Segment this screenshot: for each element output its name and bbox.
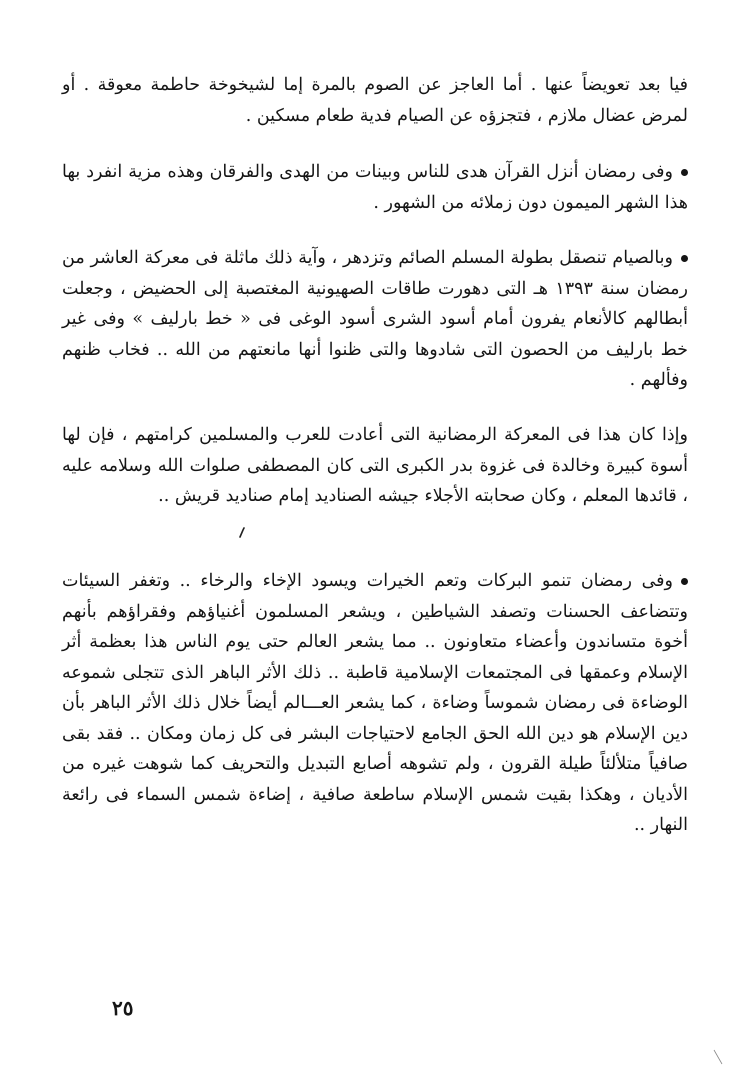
- paragraph-ramadan-blessings: [62, 566, 710, 841]
- paragraph-ramadan-war: [62, 243, 710, 396]
- paragraph-quran-revelation: [62, 157, 710, 218]
- paragraph-battle-of-badr: [62, 420, 710, 512]
- page-number: ٢٥: [112, 996, 134, 1020]
- paragraph-text: وبالصيام تنصقل بطولة المسلم الصائم وتزدهر ، وآية ذلك ماثلة فى معركة العاشر من رمضان سنة ١٣٩٣ هـ التى دهورت طاقات الصهيونية المغتصبة إلى الحضيض ، وجعلت أبطالهم كالأنعام يفرون أمام أسود الشرى أسود الوغى فى « خط بارليف » وفى غير خط بارليف من الحصون التى شادوها والتى ظنوا أنها مانعتهم من الله .. فخاب ظنهم وفألهم .: [62, 248, 688, 390]
- paragraph-fasting-exemption: [62, 70, 688, 131]
- pen-mark-icon: [238, 526, 246, 538]
- bullet-icon: [681, 578, 688, 585]
- bullet-icon: [681, 169, 688, 176]
- paragraph-text: فيا بعد تعويضاً عنها . أما العاجز عن الصوم بالمرة إما لشيخوخة حاطمة معوقة . أو لمرض عضال ملازم ، فتجزؤه عن الصيام فدية طعام مسكين .: [62, 75, 688, 126]
- bullet-icon: [681, 255, 688, 262]
- paragraph-text: وفى رمضان أنزل القرآن هدى للناس وبينات من الهدى والفرقان وهذه مزية انفرد بها هذا الشهر الميمون دون زملائه من الشهور .: [62, 162, 688, 213]
- paragraph-text: وإذا كان هذا فى المعركة الرمضانية التى أعادت للعرب والمسلمين كرامتهم ، فإن لها أسوة كبيرة وخالدة فى غزوة بدر الكبرى التى كان المصطفى صلوات الله وسلامه عليه ، قائدها المعلم ، وكان صحابته الأجلاء جيشه الصناديد إمام صناديد قريش ..: [62, 425, 688, 506]
- scan-mark-icon: [712, 1048, 726, 1068]
- paragraph-text: وفى رمضان تنمو البركات وتعم الخيرات ويسود الإخاء والرخاء .. وتغفر السيئات وتتضاعف الحسنات وتصفد الشياطين ، ويشعر المسلمون أغنياؤهم وفقراؤهم بأنهم أخوة متساندون وأعضاء متعاونون .. مما يشعر العالم حتى يوم الناس هذا بعظمة أثر الإسلام وعمقها فى المجتمعات الإسلامية قاطبة .. ذلك الأثر الباهر الذى تتجلى شموعه الوضاءة فى رمضان شموساً وضاءة ، كما يشعر العـــالم أيضاً خلال ذلك الأثر الباهر بأن دين الإسلام هو دين الله الحق الجامع لاحتياجات البشر فى كل زمان ومكان .. فقد بقى صافياً متلألئاً طيلة القرون ، ولم تشوهه أصابع التبديل والتحريف كما شوهت غيره من الأديان ، وهكذا بقيت شمس الإسلام ساطعة صافية ، إضاءة شمس السماء فى رائعة النهار ..: [62, 571, 688, 835]
